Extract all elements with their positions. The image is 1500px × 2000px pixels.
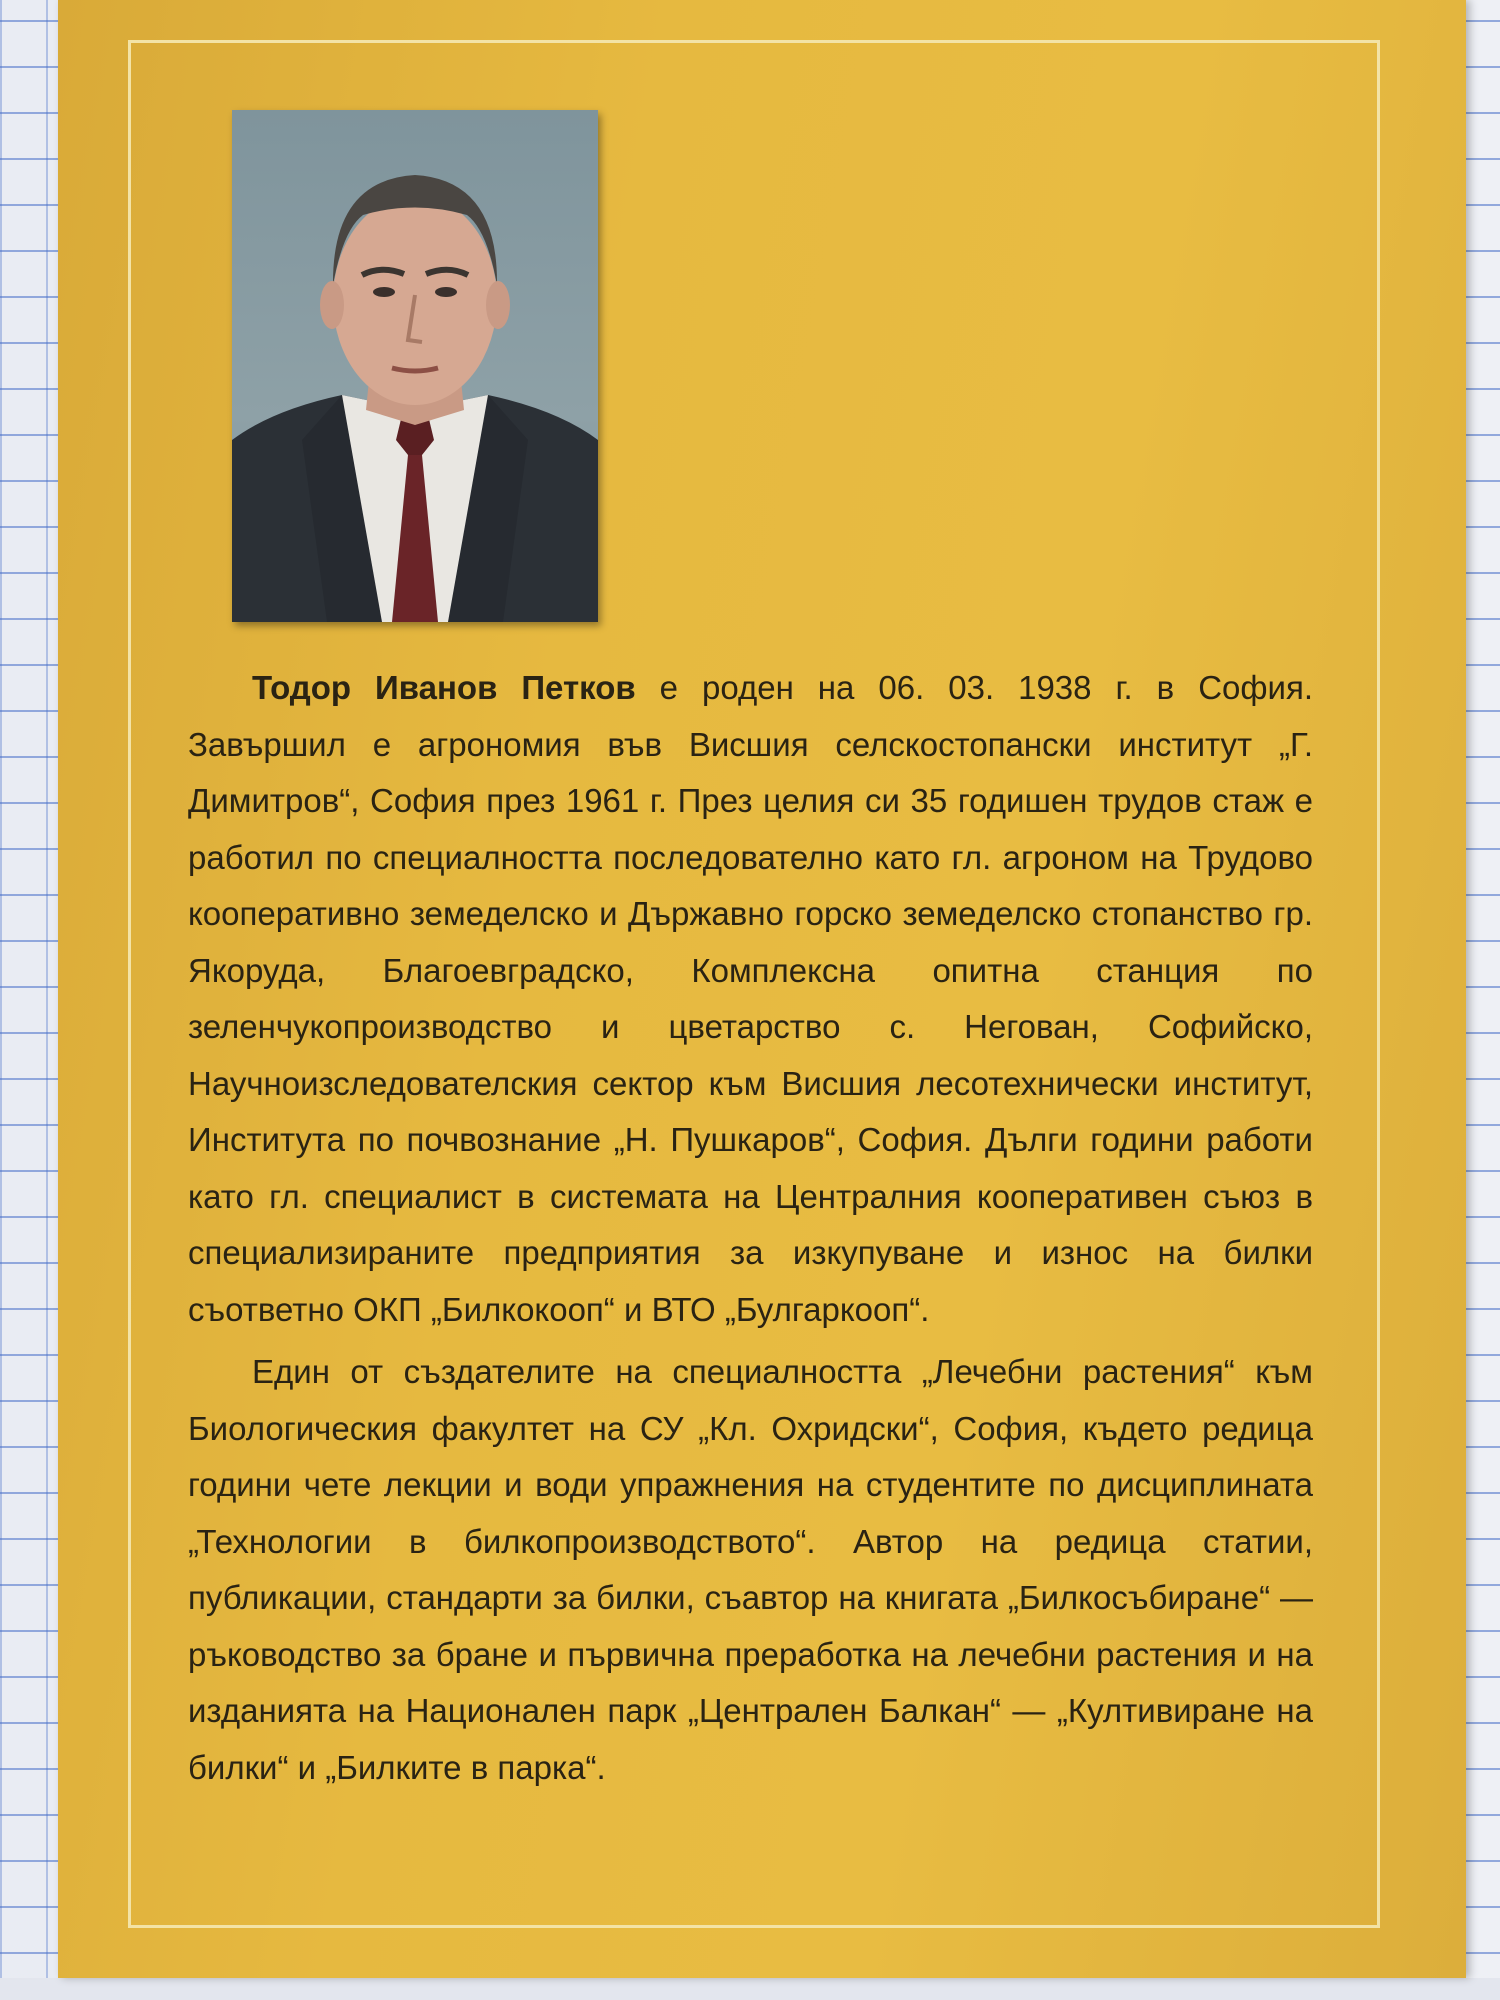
author-name: Тодор Иванов Петков [252, 669, 636, 706]
author-portrait-photo [232, 110, 598, 622]
table-surface-bottom [0, 1978, 1500, 2000]
graph-paper-left [0, 0, 60, 2000]
bio-paragraph-2: Един от създателите на специалността „Лечебни растения“ към Биологическия факултет на СУ „Кл. Охридски“, София, където редица години чете лекции и води упражнения на студентите по дисциплината „Технологии в билкопроизводството“. Автор на редица статии, публикации, стандарти за билки, съавтор на книгата „Билкосъбиране“ — ръководство за бране и първична преработка на лечебни растения и на изданията на Национален парк „Централен Балкан“ — „Култивиране на билки“ и „Билките в парка“. [188, 1353, 1313, 1786]
portrait-illustration [232, 110, 598, 622]
graph-paper-right [1460, 0, 1500, 2000]
book-back-cover [58, 0, 1466, 1978]
author-biography [188, 660, 1313, 1796]
bio-paragraph-1-text: е роден на 06. 03. 1938 г. в София. Завършил е агрономия във Висшия селскостопански институт „Г. Димитров“, София през 1961 г. През целия си 35 годишен трудов стаж е работил по специалността последователно като гл. агроном на Трудово кооперативно земеделско и Държавно горско земеделско стопанство гр. Якоруда, Благоевградско, Комплексна опитна станция по зеленчукопроизводство и цветарство с. Негован, Софийско, Научноизследователския сектор към Висшия лесотехнически институт, Института по почвознание „Н. Пушкаров“, София. Дълги години работи като гл. специалист в системата на Централния кооперативен съюз в специализираните предприятия за изкупуване и износ на билки съответно ОКП „Билкокооп“ и ВТО „Булгаркооп“. [188, 669, 1313, 1328]
bio-paragraph-1 [188, 660, 1313, 1338]
